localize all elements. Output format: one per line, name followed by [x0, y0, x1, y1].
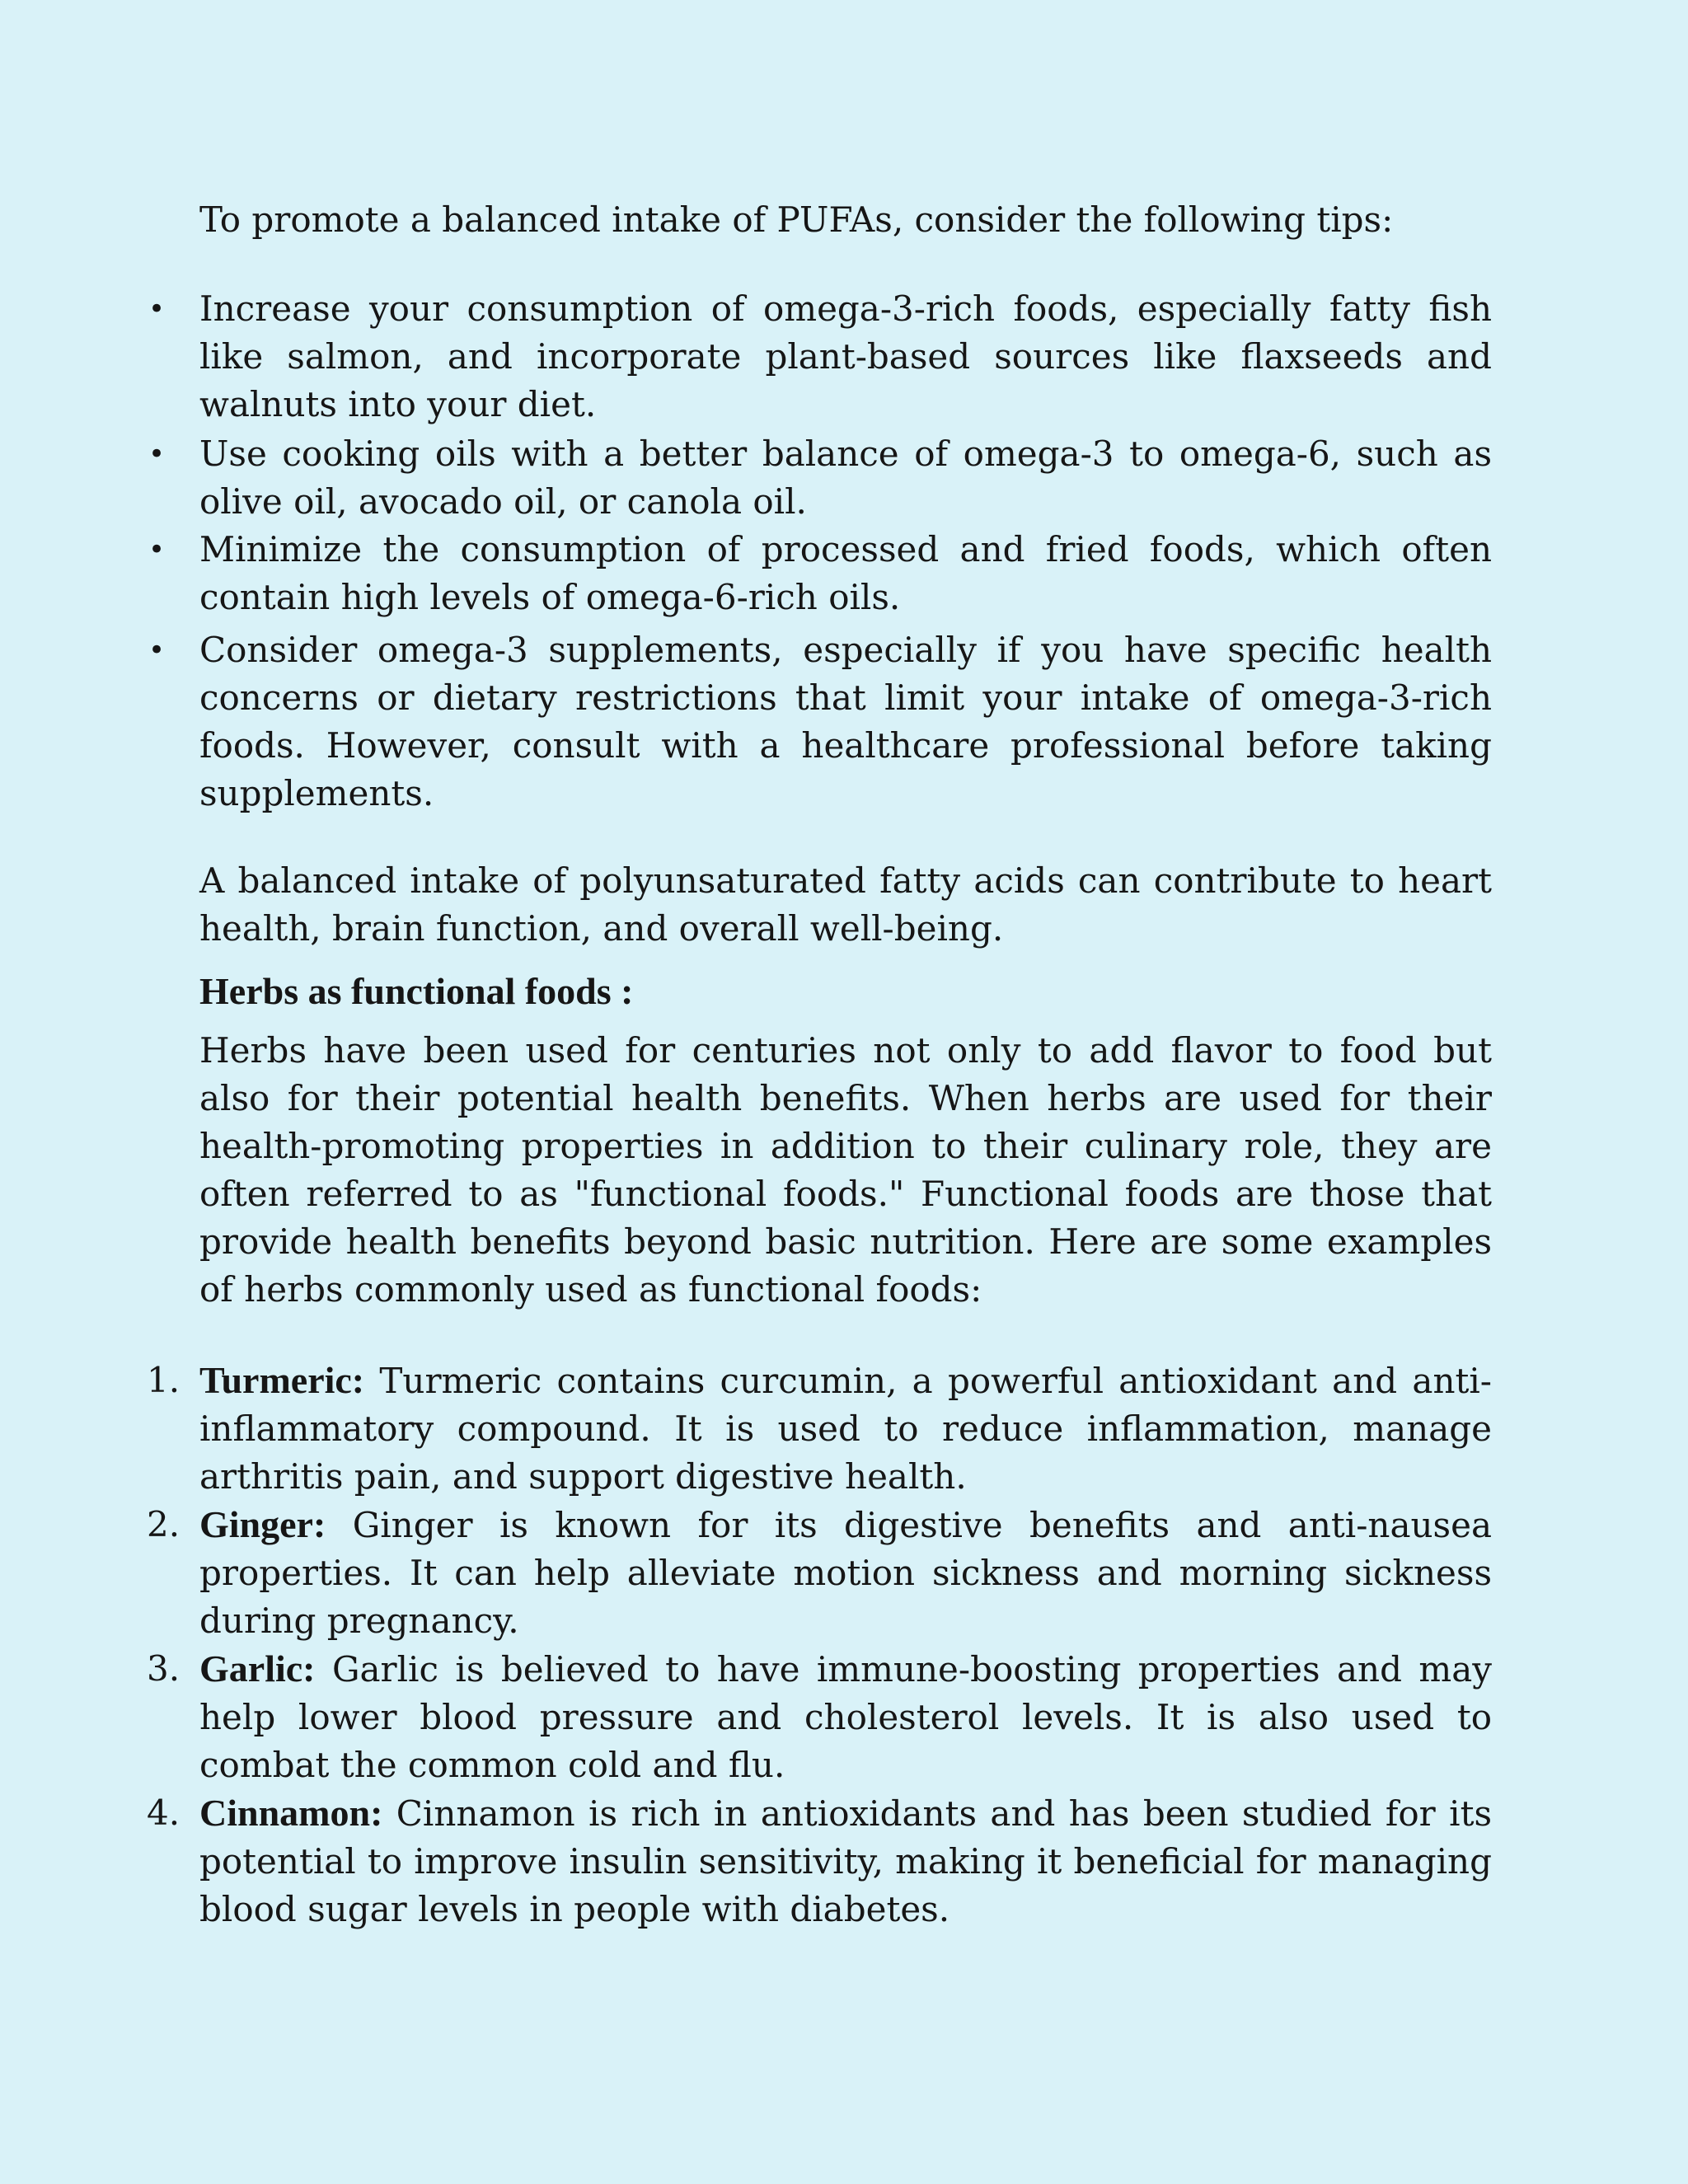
section-body: Herbs have been used for centuries not only to add flavor to food but also for their potential health benefits. When herbs are used for their health-promoting properties in addition to their culinary role, they are often referred to as "functional foods." Functional foods are those that provide health benefits beyond basic nutrition. Here are some examples of herbs commonly used as functional foods:	[199, 1030, 1492, 1310]
herb-name: Turmeric:	[199, 1359, 365, 1401]
list-item	[0, 1357, 1688, 1501]
bullet-marker: •	[148, 634, 166, 667]
bullet-marker: •	[148, 293, 166, 326]
list-number: 2.	[147, 1504, 181, 1544]
tip-text: Minimize the consumption of processed and fried foods, which often contain high levels of omega-6-rich oils.	[199, 529, 1492, 617]
herb-name: Ginger:	[199, 1503, 326, 1545]
herb-description: Turmeric contains curcumin, a powerful antioxidant and anti-inflammatory compound. It is used to reduce inflammation, manage arthritis pain, and support digestive health.	[199, 1361, 1492, 1497]
tips-intro: To promote a balanced intake of PUFAs, consider the following tips:	[199, 199, 1394, 240]
herb-description: Cinnamon is rich in antioxidants and has been studied for its potential to improve insulin sensitivity, making it beneficial for managing blood sugar levels in people with diabetes.	[199, 1793, 1492, 1929]
list-item	[0, 626, 1688, 818]
list-item	[0, 285, 1688, 430]
pufa-tips-list	[0, 285, 1688, 818]
list-item	[0, 430, 1688, 526]
herb-description: Garlic is believed to have immune-boosting properties and may help lower blood pressure and cholesterol levels. It is also used to combat the common cold and flu.	[199, 1649, 1492, 1785]
herbs-list	[0, 1357, 1688, 1933]
herb-description: Ginger is known for its digestive benefits and anti-nausea properties. It can help alleviate motion sickness and morning sickness during pregnancy.	[199, 1505, 1492, 1641]
list-number: 4.	[147, 1793, 181, 1833]
bullet-marker: •	[148, 533, 166, 566]
list-item	[0, 1789, 1688, 1933]
bullet-marker: •	[148, 438, 166, 471]
section-heading: Herbs as functional foods :	[199, 970, 634, 1012]
list-item	[0, 1501, 1688, 1645]
list-number: 1.	[147, 1360, 181, 1400]
summary-paragraph: A balanced intake of polyunsaturated fatty acids can contribute to heart health, brain function, and overall well-being.	[199, 860, 1492, 949]
tip-text: Increase your consumption of omega-3-rich foods, especially fatty fish like salmon, and incorporate plant-based sources like flaxseeds and walnuts into your diet.	[199, 288, 1492, 424]
list-item	[0, 526, 1688, 626]
list-item	[0, 1645, 1688, 1789]
tip-text: Consider omega-3 supplements, especially if you have specific health concerns or dietary restrictions that limit your intake of omega-3-rich foods. However, consult with a healthcare professional before taking supplements.	[199, 630, 1492, 813]
herb-name: Cinnamon:	[199, 1792, 383, 1834]
tip-text: Use cooking oils with a better balance of omega-3 to omega-6, such as olive oil, avocado oil, or canola oil.	[199, 434, 1492, 522]
herb-name: Garlic:	[199, 1647, 316, 1690]
list-number: 3.	[147, 1648, 181, 1689]
